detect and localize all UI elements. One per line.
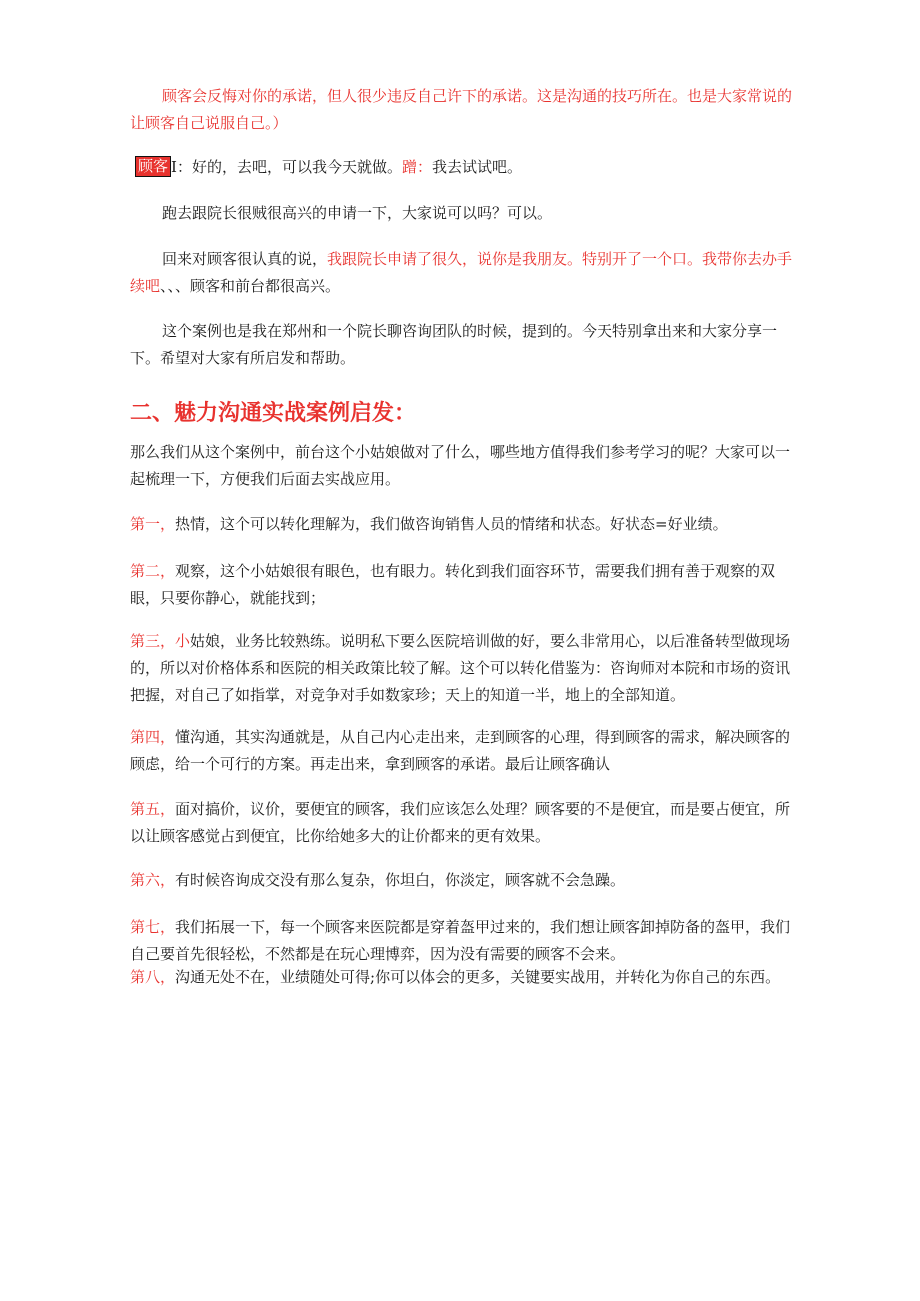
point-6-text: 有时候咨询成交没有那么复杂，你坦白，你淡定，顾客就不会急躁。 — [175, 871, 626, 889]
point-4-label: 第四， — [130, 728, 176, 746]
point-8 — [130, 964, 795, 991]
point-3-label: 第三，小 — [130, 632, 191, 650]
point-3-text: 姑娘，业务比较熟练。说明私下要么医院培训做的好，要么非常用心，以后准备转型做现场的，所以对价格体系和医院的相关政策比较了解。这个可以转化借鉴为：咨询师对本院和市场的资讯把握，对自己了如指掌，对竞争对手如数家珍；天上的知道一半，地上的全部知道。 — [130, 632, 791, 704]
point-4-text: 懂沟通，其实沟通就是，从自己内心走出来，走到顾客的心理，得到顾客的需求，解决顾客的顾虑，给一个可行的方案。再走出来，拿到顾客的承诺。最后让顾客确认 — [130, 728, 791, 773]
point-6 — [130, 867, 795, 894]
point-1-label: 第一， — [130, 515, 176, 533]
paragraph-case-origin: 这个案例也是我在郑州和一个院长聊咨询团队的时候，提到的。今天特别拿出来和大家分享一下。希望对大家有所启发和帮助。 — [130, 322, 778, 367]
point-7-label: 第七， — [130, 918, 176, 936]
point-2 — [130, 558, 795, 612]
customer-reply-text: I：好的，去吧，可以我今天就做。 — [171, 158, 402, 176]
point-2-label: 第二， — [130, 562, 176, 580]
point-4 — [130, 724, 795, 778]
point-5-label: 第五， — [130, 800, 176, 818]
customer-label-box: 顾客 — [135, 156, 171, 177]
point-7-text: 我们拓展一下，每一个顾客来医院都是穿着盔甲过来的，我们想让顾客卸掉防备的盔甲，我们自己要首先很轻松，不然都是在玩心理博弈，因为没有需要的顾客不会来。 — [130, 918, 791, 963]
return-text-1: 回来对顾客很认真的说， — [162, 250, 328, 268]
point-3 — [130, 628, 795, 709]
point-2-text: 观察，这个小姑娘很有眼色，也有眼力。转化到我们面容环节，需要我们拥有善于观察的双眼，只要你静心，就能找到； — [130, 562, 776, 607]
point-5-text: 面对搞价，议价，要便宜的顾客，我们应该怎么处理？顾客要的不是便宜，而是要占便宜，所以让顾客感觉占到便宜，比你给她多大的让价都来的更有效果。 — [130, 800, 791, 845]
paragraph-return-customer — [130, 246, 795, 300]
cheng-label: 蹭： — [401, 158, 432, 176]
point-7 — [130, 914, 795, 968]
section-heading: 二、魅力沟通实战案例启发： — [130, 401, 417, 426]
cheng-reply-text: 我去试试吧。 — [431, 158, 522, 176]
paragraph-promise: 顾客会反悔对你的承诺，但人很少违反自己许下的承诺。这是沟通的技巧所在。也是大家常说的让顾客自己说服自己。） — [130, 87, 793, 132]
point-1 — [130, 511, 795, 538]
return-text-2: 、、、顾客和前台都很高兴。 — [160, 277, 341, 295]
return-quote-red: 我跟院长申请了很久，说你是我朋友。特别开了一个口。我带你去办手续吧 — [130, 250, 793, 295]
point-8-label: 第八， — [130, 968, 176, 986]
paragraph-customer-reply — [135, 154, 800, 181]
paragraph-intro: 那么我们从这个案例中，前台这个小姑娘做对了什么，哪些地方值得我们参考学习的呢？大家可以一起梳理一下，方便我们后面去实战应用。 — [130, 443, 791, 488]
point-8-text: 沟通无处不在，业绩随处可得;你可以体会的更多，关键要实战用，并转化为你自己的东西。 — [175, 968, 781, 986]
paragraph-ask-director: 跑去跟院长很贼很高兴的申请一下，大家说可以吗？可以。 — [162, 204, 553, 222]
point-5 — [130, 796, 795, 850]
point-1-text: 热情，这个可以转化理解为，我们做咨询销售人员的情绪和状态。好状态=好业绩。 — [175, 515, 728, 533]
point-6-label: 第六， — [130, 871, 176, 889]
